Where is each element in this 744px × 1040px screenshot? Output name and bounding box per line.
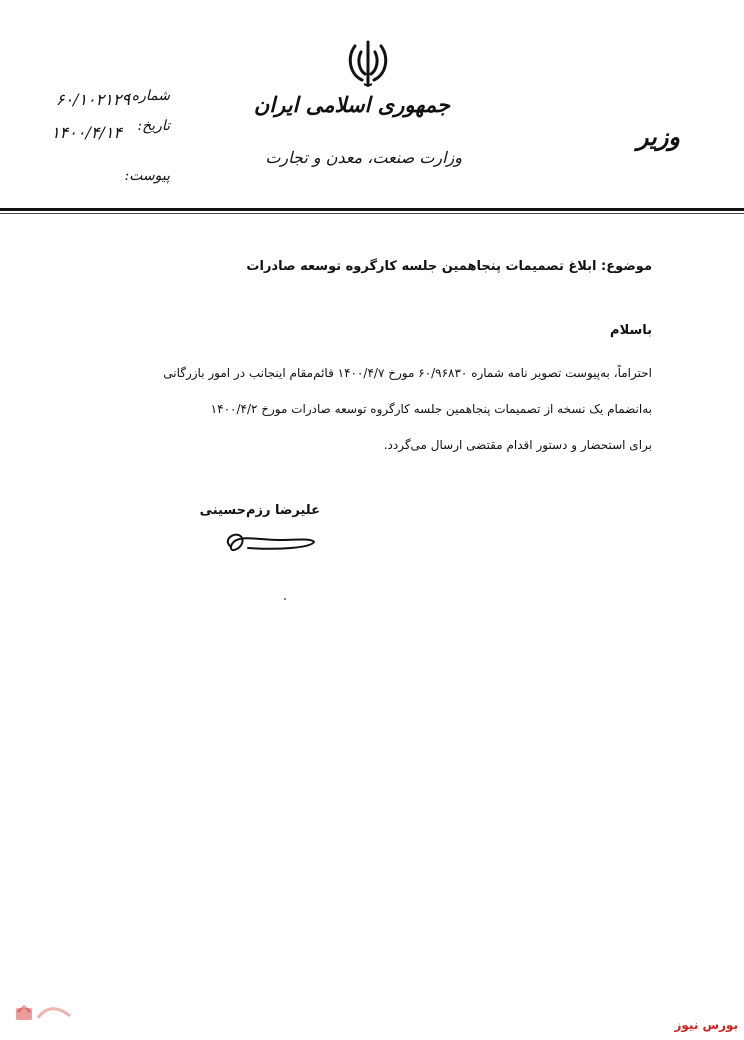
number-label: شماره: <box>127 88 170 104</box>
watermark-logo-icon <box>12 998 76 1026</box>
iran-emblem-icon <box>346 38 390 88</box>
letter-greeting: باسلام <box>610 323 652 338</box>
signer-name: علیرضا رزم‌حسینی <box>199 503 320 518</box>
body-line: احتراماً، به‌پیوست تصویر نامه شماره ۶۰/۹۶۸۳۰ مورخ ۱۴۰۰/۴/۷ قائم‌مقام اینجانب در امور بازرگانی <box>163 366 652 380</box>
letter-subject: موضوع: ابلاغ تصمیمات پنجاهمین جلسه کارگروه توسعه صادرات <box>246 259 652 274</box>
government-title: جمهوری اسلامی ایران <box>253 92 450 117</box>
header-rule-thin <box>0 213 744 214</box>
watermark-text: بورس نیوز <box>674 1018 738 1032</box>
date-value: ۱۴۰۰/۴/۱۴ <box>51 123 122 142</box>
scan-dot <box>284 598 286 600</box>
number-value: ۶۰/۱۰۲۱۲۹ <box>55 90 130 109</box>
minister-title: وزیر <box>636 122 680 151</box>
ministry-name: وزارت صنعت، معدن و تجارت <box>265 148 462 167</box>
body-line: به‌انضمام یک نسخه از تصمیمات پنجاهمین جلسه کارگروه توسعه صادرات مورخ ۱۴۰۰/۴/۲ <box>210 402 652 416</box>
header-rule <box>0 208 744 211</box>
date-label: تاریخ: <box>137 118 170 134</box>
signature-icon <box>218 526 318 558</box>
body-line: برای استحضار و دستور اقدام مقتضی ارسال می‌گردد. <box>383 438 652 452</box>
attachment-label: پیوست: <box>124 168 170 184</box>
